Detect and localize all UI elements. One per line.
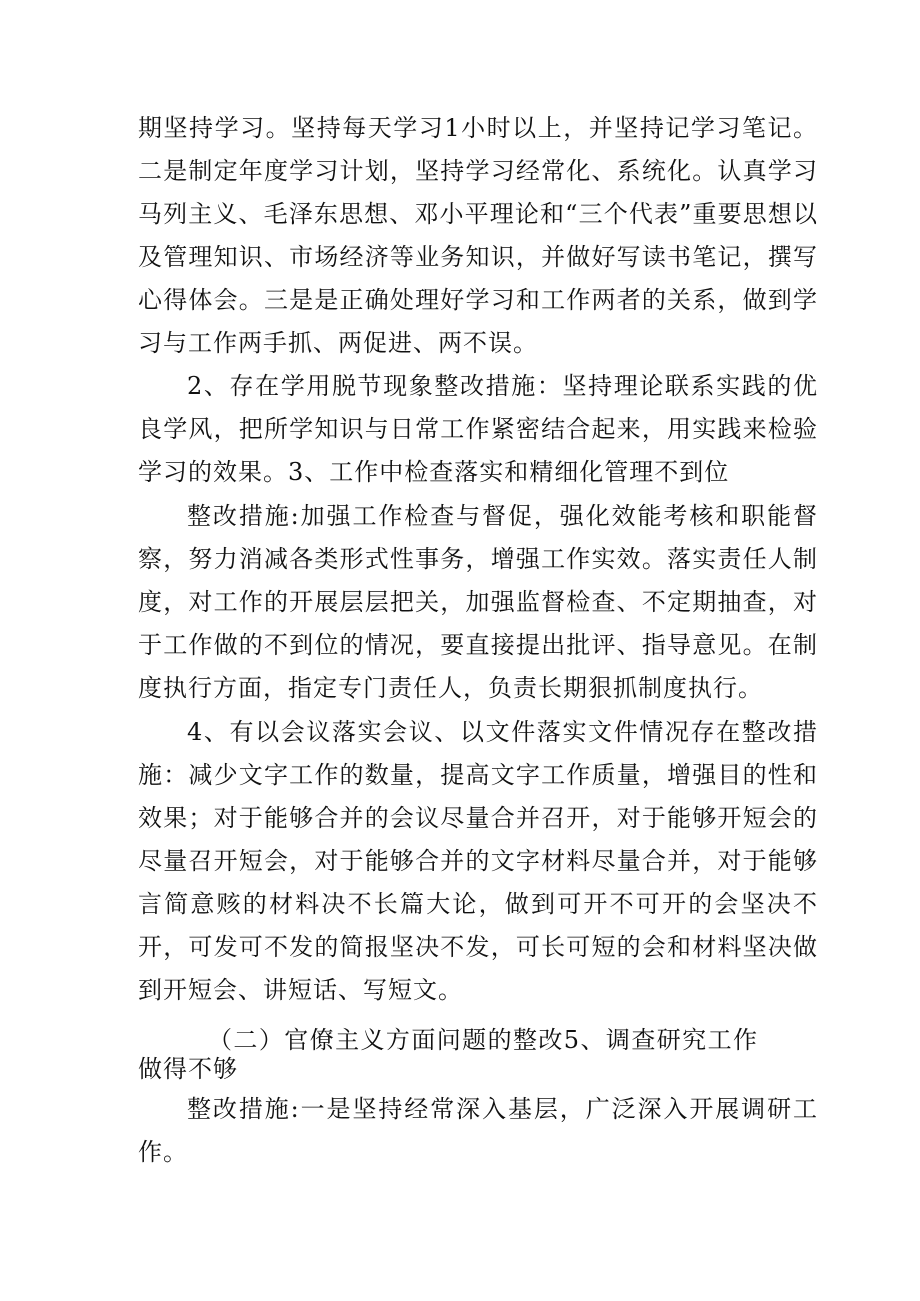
paragraph-item-5-measures: 整改措施:一是坚持经常深入基层，广泛深入开展调研工作。 <box>138 1095 818 1166</box>
paragraph-item-3-measures: 整改措施:加强工作检查与督促，强化效能考核和职能督察，努力消减各类形式性事务，增强工作实效。落实责任人制度，对工作的开展层层把关，加强监督检查、不定期抽查，对于工作做的不到位的情况，要直接提出批评、指导意见。在制度执行方面，指定专门责任人，负责长期狠抓制度执行。 <box>138 502 818 702</box>
section-heading-bureaucratism: （二）官僚主义方面问题的整改5、调查研究工作做得不够 <box>138 1026 758 1083</box>
paragraph-item-4: 4、有以会议落实会议、以文件落实文件情况存在整改措施：减少文字工作的数量，提高文字工作质量，增强目的性和效果；对于能够合并的会议尽量合并召开，对于能够开短会的尽量召开短会，对于能够合并的文字材料尽量合并，对于能够言简意赅的材料决不长篇大论，做到可开不可开的会坚决不开，可发可不发的简报坚决不发，可长可短的会和材料坚决做到开短会、讲短话、写短文。 <box>138 718 818 1004</box>
paragraph-item-2: 2、存在学用脱节现象整改措施：坚持理论联系实践的优良学风，把所学知识与日常工作紧密结合起来，用实践来检验学习的效果。3、工作中检查落实和精细化管理不到位 <box>138 372 818 486</box>
paragraph-study-measures: 期坚持学习。坚持每天学习1小时以上，并坚持记学习笔记。二是制定年度学习计划，坚持学习经常化、系统化。认真学习马列主义、毛泽东思想、邓小平理论和“三个代表”重要思想以及管理知识、市场经济等业务知识，并做好写读书笔记，撰写心得体会。三是是正确处理好学习和工作两者的关系，做到学习与工作两手抓、两促进、两不误。 <box>138 114 818 357</box>
